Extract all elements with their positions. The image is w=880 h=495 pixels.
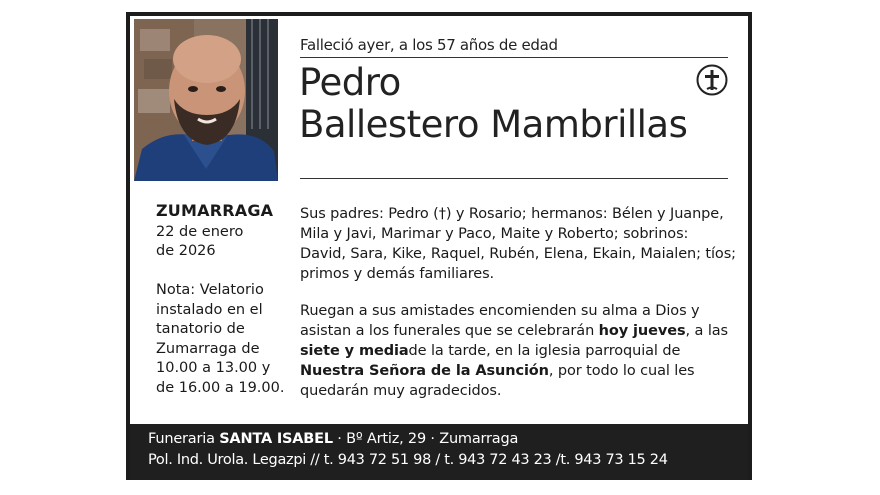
wake-note: Nota: Velatorio instalado en el tanatorio de Zumarraga de 10.00 a 13.00 y de 16.00 a 19.00. xyxy=(156,282,285,396)
funeral-day: hoy jueves xyxy=(598,323,686,339)
date-line-1: 22 de enero xyxy=(156,224,244,240)
notice-date xyxy=(156,223,276,261)
funeral-paragraph xyxy=(300,301,736,401)
name-surnames: Ballestero Mambrillas xyxy=(299,103,688,146)
date-line-2: de 2026 xyxy=(156,243,216,259)
funeral-text-c: , a las xyxy=(685,323,728,339)
name-first: Pedro xyxy=(299,61,401,104)
footer-line-1 xyxy=(148,431,518,447)
divider-top xyxy=(300,57,728,58)
divider-middle xyxy=(300,178,728,179)
portrait-photo xyxy=(134,19,278,181)
footer-address: · Bº Artiz, 29 · Zumarraga xyxy=(332,431,519,447)
funeral-home-name: SANTA ISABEL xyxy=(219,431,333,447)
footer-contact-line: Pol. Ind. Urola. Legazpi // t. 943 72 51 98 / t. 943 72 43 23 /t. 943 73 15 24 xyxy=(148,452,668,468)
age-line: Falleció ayer, a los 57 años de edad xyxy=(300,36,558,54)
funeral-time: siete y media xyxy=(300,343,409,359)
town-name: ZUMARRAGA xyxy=(156,201,274,220)
church-name: Nuestra Señora de la Asunción xyxy=(300,363,549,379)
christian-cross-icon xyxy=(696,64,728,96)
funeral-text-a: Ruegan a sus amistades encomienden su alma a Dios y asistan a los funerales que se celebrarán xyxy=(300,303,700,339)
funeral-text-g: , por todo lo cual les quedarán muy agradecidos. xyxy=(300,363,695,399)
footer-prefix: Funeraria xyxy=(148,431,220,447)
family-paragraph: Sus padres: Pedro (†) y Rosario; hermanos: Bélen y Juanpe, Mila y Javi, Marimar y Paco, Maite y Roberto; sobrinos: David, Sara, Kike, Raquel, Rubén, Elena, Ekain, Maialen; tíos; primos y demás familiares. xyxy=(300,206,736,282)
funeral-text-e: de la tarde, en la iglesia parroquial de xyxy=(408,343,681,359)
deceased-name xyxy=(299,62,687,146)
funeral-home-footer xyxy=(130,424,748,480)
obituary-card xyxy=(126,12,752,480)
